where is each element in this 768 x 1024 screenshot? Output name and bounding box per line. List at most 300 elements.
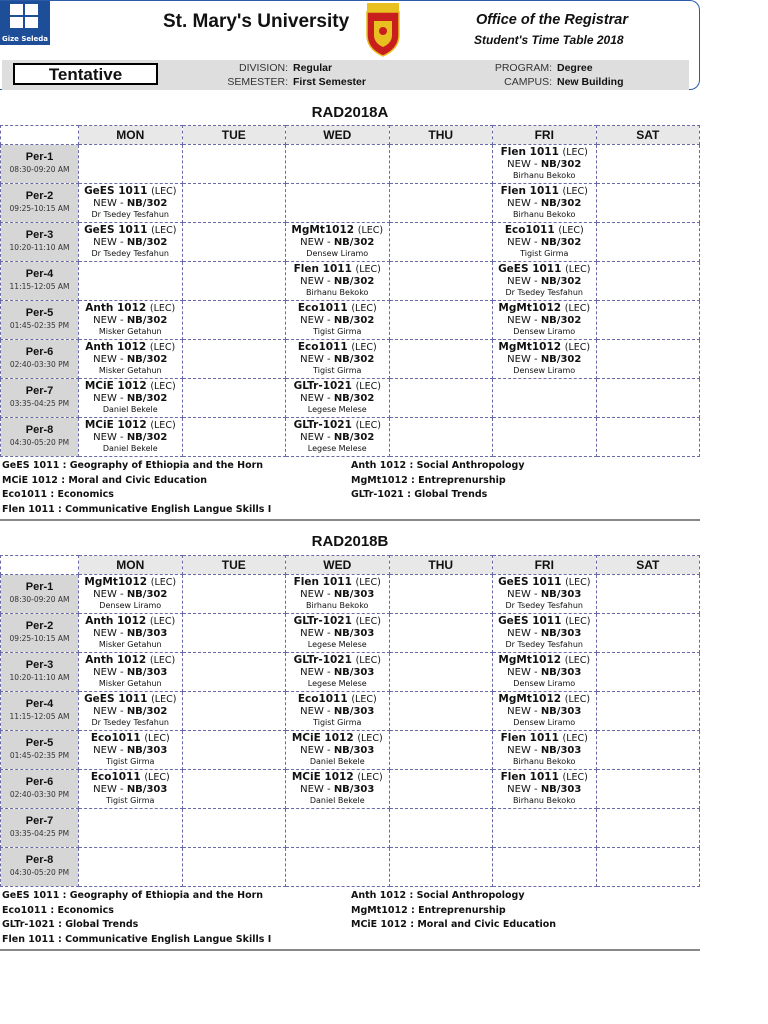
class-type: (LEC)	[562, 147, 588, 158]
day-header-sat: SAT	[596, 126, 700, 145]
table-row	[1, 653, 700, 692]
instructor: Birhanu Bekoko	[513, 796, 576, 805]
building: NEW	[93, 198, 117, 209]
day-header-mon: MON	[79, 126, 183, 145]
building: NEW	[300, 354, 324, 365]
day-header-thu: THU	[389, 556, 493, 575]
class-cell	[389, 301, 493, 340]
room: NB/303	[126, 667, 168, 678]
table-row	[1, 692, 700, 731]
period-cell	[1, 809, 79, 848]
class-type: (LEC)	[564, 303, 591, 314]
class-cell	[596, 770, 700, 809]
class-type: (LEC)	[355, 420, 381, 431]
class-cell	[493, 340, 597, 379]
period-cell	[1, 731, 79, 770]
class-room-line: NEW - NB/302	[93, 706, 168, 717]
class-room-line: NEW - NB/303	[507, 784, 582, 795]
room: NB/303	[540, 589, 582, 600]
instructor: Birhanu Bekoko	[513, 210, 576, 219]
class-type: (LEC)	[151, 225, 177, 236]
class-room-line: NEW - NB/302	[507, 198, 582, 209]
period-cell	[1, 223, 79, 262]
class-room-line: NEW - NB/302	[507, 276, 582, 287]
division-value: Regular	[293, 62, 333, 74]
room: NB/303	[540, 706, 582, 717]
table-row	[1, 301, 700, 340]
class-course-line	[286, 653, 389, 667]
class-cell	[389, 418, 493, 457]
room: NB/303	[333, 784, 375, 795]
period-cell	[1, 653, 79, 692]
course-code: Anth 1012	[85, 654, 147, 666]
course-code: Flen 1011	[293, 576, 352, 588]
building: NEW	[507, 198, 531, 209]
course-code: MgMt1012	[291, 224, 355, 236]
building: NEW	[93, 667, 117, 678]
class-room-line: NEW - NB/302	[507, 354, 582, 365]
timetable-title: Student's Time Table 2018	[474, 33, 624, 47]
class-room-line: NEW - NB/303	[507, 589, 582, 600]
period-time: 03:35-04:25 PM	[9, 399, 70, 408]
building: NEW	[300, 706, 324, 717]
class-course-line	[286, 262, 389, 276]
university-name: St. Mary's University	[163, 11, 350, 32]
legend-item: MgMt1012 : Entreprenurship	[351, 904, 506, 916]
class-course-line	[286, 692, 389, 706]
room: NB/303	[333, 667, 375, 678]
class-cell	[79, 145, 183, 184]
room: NB/303	[540, 667, 582, 678]
class-cell	[79, 379, 183, 418]
class-cell	[79, 770, 183, 809]
room: NB/302	[333, 315, 375, 326]
class-type: (LEC)	[357, 225, 384, 236]
instructor: Legese Melese	[307, 679, 367, 688]
course-code: GeES 1011	[84, 693, 148, 705]
semester-value: First Semester	[293, 76, 366, 88]
course-code: MgMt1012	[498, 693, 562, 705]
day-header-wed: WED	[286, 556, 390, 575]
header-corner	[1, 556, 79, 575]
class-cell	[493, 301, 597, 340]
instructor: Daniel Bekele	[102, 444, 158, 453]
class-cell	[182, 340, 286, 379]
class-cell	[79, 653, 183, 692]
class-cell	[79, 848, 183, 887]
building: NEW	[507, 276, 531, 287]
period-name: Per-5	[25, 737, 54, 749]
class-type: (LEC)	[150, 420, 176, 431]
class-cell	[286, 809, 390, 848]
class-cell	[493, 848, 597, 887]
instructor: Tigist Girma	[313, 718, 362, 727]
class-type: (LEC)	[355, 264, 381, 275]
instructor: Daniel Bekele	[309, 796, 365, 805]
class-room-line: NEW - NB/303	[507, 628, 582, 639]
class-type: (LEC)	[564, 342, 591, 353]
course-code: Eco1011	[90, 771, 141, 783]
class-course-line	[286, 731, 389, 745]
header-corner	[1, 126, 79, 145]
room: NB/302	[333, 237, 375, 248]
period-cell	[1, 379, 79, 418]
instructor: Dr Tsedey Tesfahun	[505, 288, 583, 297]
building: NEW	[300, 589, 324, 600]
day-header-fri: FRI	[493, 126, 597, 145]
class-type: (LEC)	[149, 342, 176, 353]
room: NB/302	[333, 393, 375, 404]
period-cell	[1, 340, 79, 379]
instructor: Legese Melese	[307, 405, 367, 414]
period-time: 09:25-10:15 AM	[9, 634, 70, 643]
instructor: Dr Tsedey Tesfahun	[91, 249, 169, 258]
period-time: 10:20-11:10 AM	[9, 673, 70, 682]
legend-item: Anth 1012 : Social Anthropology	[351, 890, 525, 901]
class-cell	[596, 379, 700, 418]
timetable-a	[0, 125, 700, 457]
course-code: GeES 1011	[498, 615, 562, 627]
period-name: Per-2	[25, 190, 54, 202]
table-row	[1, 379, 700, 418]
university-seal-icon	[365, 3, 401, 57]
class-cell	[389, 340, 493, 379]
room: NB/303	[333, 706, 375, 717]
instructor: Densew Liramo	[306, 249, 369, 258]
class-cell	[493, 809, 597, 848]
class-course-line	[286, 418, 389, 432]
class-type: (LEC)	[149, 655, 176, 666]
class-room-line: NEW - NB/302	[300, 354, 375, 365]
course-code: GLTr-1021	[293, 419, 352, 431]
course-code: MgMt1012	[84, 576, 148, 588]
class-type: (LEC)	[144, 772, 170, 783]
table-row	[1, 184, 700, 223]
building: NEW	[93, 589, 117, 600]
course-code: Flen 1011	[500, 771, 559, 783]
campus-label: CAMPUS:	[504, 76, 552, 88]
class-course-line	[493, 731, 596, 745]
class-cell	[389, 575, 493, 614]
period-time: 04:30-05:20 PM	[9, 868, 70, 877]
class-type: (LEC)	[150, 577, 177, 588]
class-room-line: NEW - NB/303	[93, 628, 168, 639]
class-type: (LEC)	[151, 186, 177, 197]
instructor: Densew Liramo	[513, 679, 576, 688]
class-type: (LEC)	[355, 381, 381, 392]
office-title: Office of the Registrar	[476, 12, 629, 28]
room: NB/302	[540, 315, 582, 326]
course-legend-b	[0, 888, 700, 951]
class-cell	[389, 262, 493, 301]
day-header-tue: TUE	[182, 126, 286, 145]
day-header-tue: TUE	[182, 556, 286, 575]
class-room-line: NEW - NB/303	[300, 784, 375, 795]
class-cell	[182, 848, 286, 887]
course-code: MgMt1012	[498, 654, 562, 666]
building: NEW	[507, 745, 531, 756]
class-course-line	[79, 184, 182, 198]
class-course-line	[79, 340, 182, 354]
period-name: Per-1	[25, 581, 54, 593]
class-cell	[286, 340, 390, 379]
legend-item: GLTr-1021 : Global Trends	[2, 919, 139, 930]
period-cell	[1, 614, 79, 653]
class-course-line	[493, 184, 596, 198]
legend-item: GeES 1011 : Geography of Ethiopia and the Horn	[2, 890, 264, 901]
class-room-line: NEW - NB/303	[300, 589, 375, 600]
legend-item: Eco1011 : Economics	[2, 489, 114, 500]
class-course-line	[493, 262, 596, 276]
building: NEW	[507, 315, 531, 326]
class-room-line: NEW - NB/303	[300, 706, 375, 717]
class-type: (LEC)	[144, 733, 170, 744]
class-cell	[79, 731, 183, 770]
class-type: (LEC)	[351, 342, 377, 353]
room: NB/302	[540, 237, 582, 248]
program-value: Degree	[557, 62, 593, 74]
instructor: Densew Liramo	[513, 327, 576, 336]
class-cell	[79, 223, 183, 262]
class-room-line: NEW - NB/303	[93, 667, 168, 678]
class-cell	[182, 301, 286, 340]
room: NB/303	[333, 628, 375, 639]
instructor: Tigist Girma	[106, 796, 155, 805]
class-cell	[493, 418, 597, 457]
class-cell	[286, 848, 390, 887]
period-time: 11:15-12:05 AM	[9, 282, 70, 291]
course-code: GeES 1011	[84, 185, 148, 197]
class-cell	[389, 809, 493, 848]
class-room-line: NEW - NB/303	[300, 745, 375, 756]
class-cell	[182, 731, 286, 770]
class-course-line	[79, 575, 182, 589]
room: NB/302	[126, 589, 168, 600]
class-course-line	[286, 770, 389, 784]
period-name: Per-3	[25, 659, 54, 671]
instructor: Densew Liramo	[513, 366, 576, 375]
period-name: Per-7	[25, 815, 54, 827]
class-cell	[182, 145, 286, 184]
table-row	[1, 809, 700, 848]
class-cell	[493, 731, 597, 770]
class-cell	[286, 379, 390, 418]
class-course-line	[286, 575, 389, 589]
day-header-thu: THU	[389, 126, 493, 145]
table-row	[1, 848, 700, 887]
course-code: MCiE 1012	[84, 419, 147, 431]
instructor: Birhanu Bekoko	[306, 601, 369, 610]
course-code: GLTr-1021	[293, 615, 352, 627]
building: NEW	[93, 393, 117, 404]
period-time: 10:20-11:10 AM	[9, 243, 70, 252]
period-name: Per-8	[25, 854, 54, 866]
building: NEW	[93, 237, 117, 248]
period-time: 03:35-04:25 PM	[9, 829, 70, 838]
class-course-line	[79, 770, 182, 784]
class-cell	[493, 145, 597, 184]
class-cell	[596, 340, 700, 379]
class-room-line: NEW - NB/302	[93, 393, 168, 404]
class-cell	[493, 223, 597, 262]
class-cell	[493, 770, 597, 809]
building: NEW	[300, 432, 324, 443]
building: NEW	[507, 159, 531, 170]
room: NB/303	[126, 745, 168, 756]
course-code: Eco1011	[504, 224, 555, 236]
class-cell	[286, 653, 390, 692]
instructor: Misker Getahun	[98, 327, 162, 336]
class-cell	[389, 614, 493, 653]
class-cell	[596, 145, 700, 184]
class-course-line	[286, 379, 389, 393]
class-cell	[493, 692, 597, 731]
class-course-line	[79, 653, 182, 667]
class-cell	[79, 340, 183, 379]
class-cell	[596, 301, 700, 340]
period-name: Per-7	[25, 385, 54, 397]
instructor: Tigist Girma	[106, 757, 155, 766]
period-time: 08:30-09:20 AM	[9, 595, 70, 604]
class-cell	[389, 379, 493, 418]
class-cell	[493, 262, 597, 301]
period-name: Per-3	[25, 229, 54, 241]
grid-icon	[10, 4, 40, 30]
class-cell	[286, 418, 390, 457]
building: NEW	[507, 237, 531, 248]
university-logo	[0, 1, 50, 45]
legend-item: Eco1011 : Economics	[2, 904, 114, 916]
class-type: (LEC)	[562, 733, 588, 744]
table-row	[1, 770, 700, 809]
period-name: Per-4	[25, 698, 54, 710]
legend-item: Anth 1012 : Social Anthropology	[351, 460, 525, 471]
class-cell	[79, 809, 183, 848]
instructor: Tigist Girma	[313, 366, 362, 375]
instructor: Misker Getahun	[98, 640, 162, 649]
instructor: Dr Tsedey Tesfahun	[505, 601, 583, 610]
class-cell	[286, 575, 390, 614]
building: NEW	[300, 667, 324, 678]
building: NEW	[300, 315, 324, 326]
class-course-line	[79, 614, 182, 628]
class-room-line: NEW - NB/302	[93, 315, 168, 326]
class-room-line: NEW - NB/302	[93, 589, 168, 600]
course-code: MCiE 1012	[291, 771, 354, 783]
class-cell	[79, 575, 183, 614]
course-code: Anth 1012	[85, 615, 147, 627]
semester-label: SEMESTER:	[227, 76, 288, 88]
class-cell	[493, 575, 597, 614]
instructor: Daniel Bekele	[309, 757, 365, 766]
class-cell	[79, 418, 183, 457]
period-cell	[1, 418, 79, 457]
class-room-line: NEW - NB/302	[300, 237, 375, 248]
instructor: Misker Getahun	[98, 679, 162, 688]
class-cell	[182, 692, 286, 731]
legend-item: GLTr-1021 : Global Trends	[351, 489, 488, 500]
class-course-line	[493, 223, 596, 237]
course-code: Eco1011	[297, 302, 348, 314]
course-code: GeES 1011	[498, 263, 562, 275]
class-room-line: NEW - NB/302	[93, 354, 168, 365]
class-course-line	[493, 614, 596, 628]
class-room-line: NEW - NB/303	[93, 784, 168, 795]
building: NEW	[93, 628, 117, 639]
building: NEW	[93, 354, 117, 365]
class-cell	[286, 731, 390, 770]
class-course-line	[493, 340, 596, 354]
class-type: (LEC)	[355, 616, 381, 627]
class-cell	[286, 145, 390, 184]
class-cell	[286, 262, 390, 301]
class-cell	[596, 731, 700, 770]
building: NEW	[300, 628, 324, 639]
class-course-line	[493, 692, 596, 706]
room: NB/303	[333, 589, 375, 600]
room: NB/302	[540, 159, 582, 170]
building: NEW	[300, 784, 324, 795]
room: NB/302	[126, 393, 168, 404]
legend-item: MCiE 1012 : Moral and Civic Education	[2, 474, 208, 486]
period-time: 02:40-03:30 PM	[9, 360, 70, 369]
instructor: Daniel Bekele	[102, 405, 158, 414]
class-type: (LEC)	[565, 577, 591, 588]
day-header-sat: SAT	[596, 556, 700, 575]
class-cell	[389, 848, 493, 887]
class-cell	[79, 262, 183, 301]
period-name: Per-1	[25, 151, 54, 163]
building: NEW	[300, 393, 324, 404]
class-room-line: NEW - NB/302	[93, 237, 168, 248]
class-cell	[389, 731, 493, 770]
class-type: (LEC)	[150, 381, 176, 392]
campus-value: New Building	[557, 76, 624, 88]
class-cell	[493, 379, 597, 418]
class-cell	[182, 379, 286, 418]
period-cell	[1, 301, 79, 340]
class-type: (LEC)	[351, 694, 377, 705]
timetable-b	[0, 555, 700, 887]
room: NB/303	[540, 784, 582, 795]
day-header-fri: FRI	[493, 556, 597, 575]
building: NEW	[300, 745, 324, 756]
building: NEW	[507, 354, 531, 365]
period-time: 08:30-09:20 AM	[9, 165, 70, 174]
building: NEW	[93, 706, 117, 717]
room: NB/303	[540, 628, 582, 639]
class-room-line: NEW - NB/303	[507, 745, 582, 756]
instructor: Tigist Girma	[313, 327, 362, 336]
class-course-line	[493, 770, 596, 784]
class-course-line	[493, 575, 596, 589]
instructor: Birhanu Bekoko	[513, 171, 576, 180]
course-code: GLTr-1021	[293, 380, 352, 392]
table-row	[1, 575, 700, 614]
legend-item: GeES 1011 : Geography of Ethiopia and the Horn	[2, 460, 264, 471]
period-time: 01:45-02:35 PM	[9, 751, 70, 760]
building: NEW	[507, 628, 531, 639]
period-cell	[1, 770, 79, 809]
instructor: Legese Melese	[307, 640, 367, 649]
class-course-line	[79, 301, 182, 315]
room: NB/302	[540, 354, 582, 365]
room: NB/302	[540, 276, 582, 287]
room: NB/303	[126, 628, 168, 639]
class-room-line: NEW - NB/302	[507, 159, 582, 170]
status-badge: Tentative	[13, 63, 158, 85]
table-row	[1, 145, 700, 184]
